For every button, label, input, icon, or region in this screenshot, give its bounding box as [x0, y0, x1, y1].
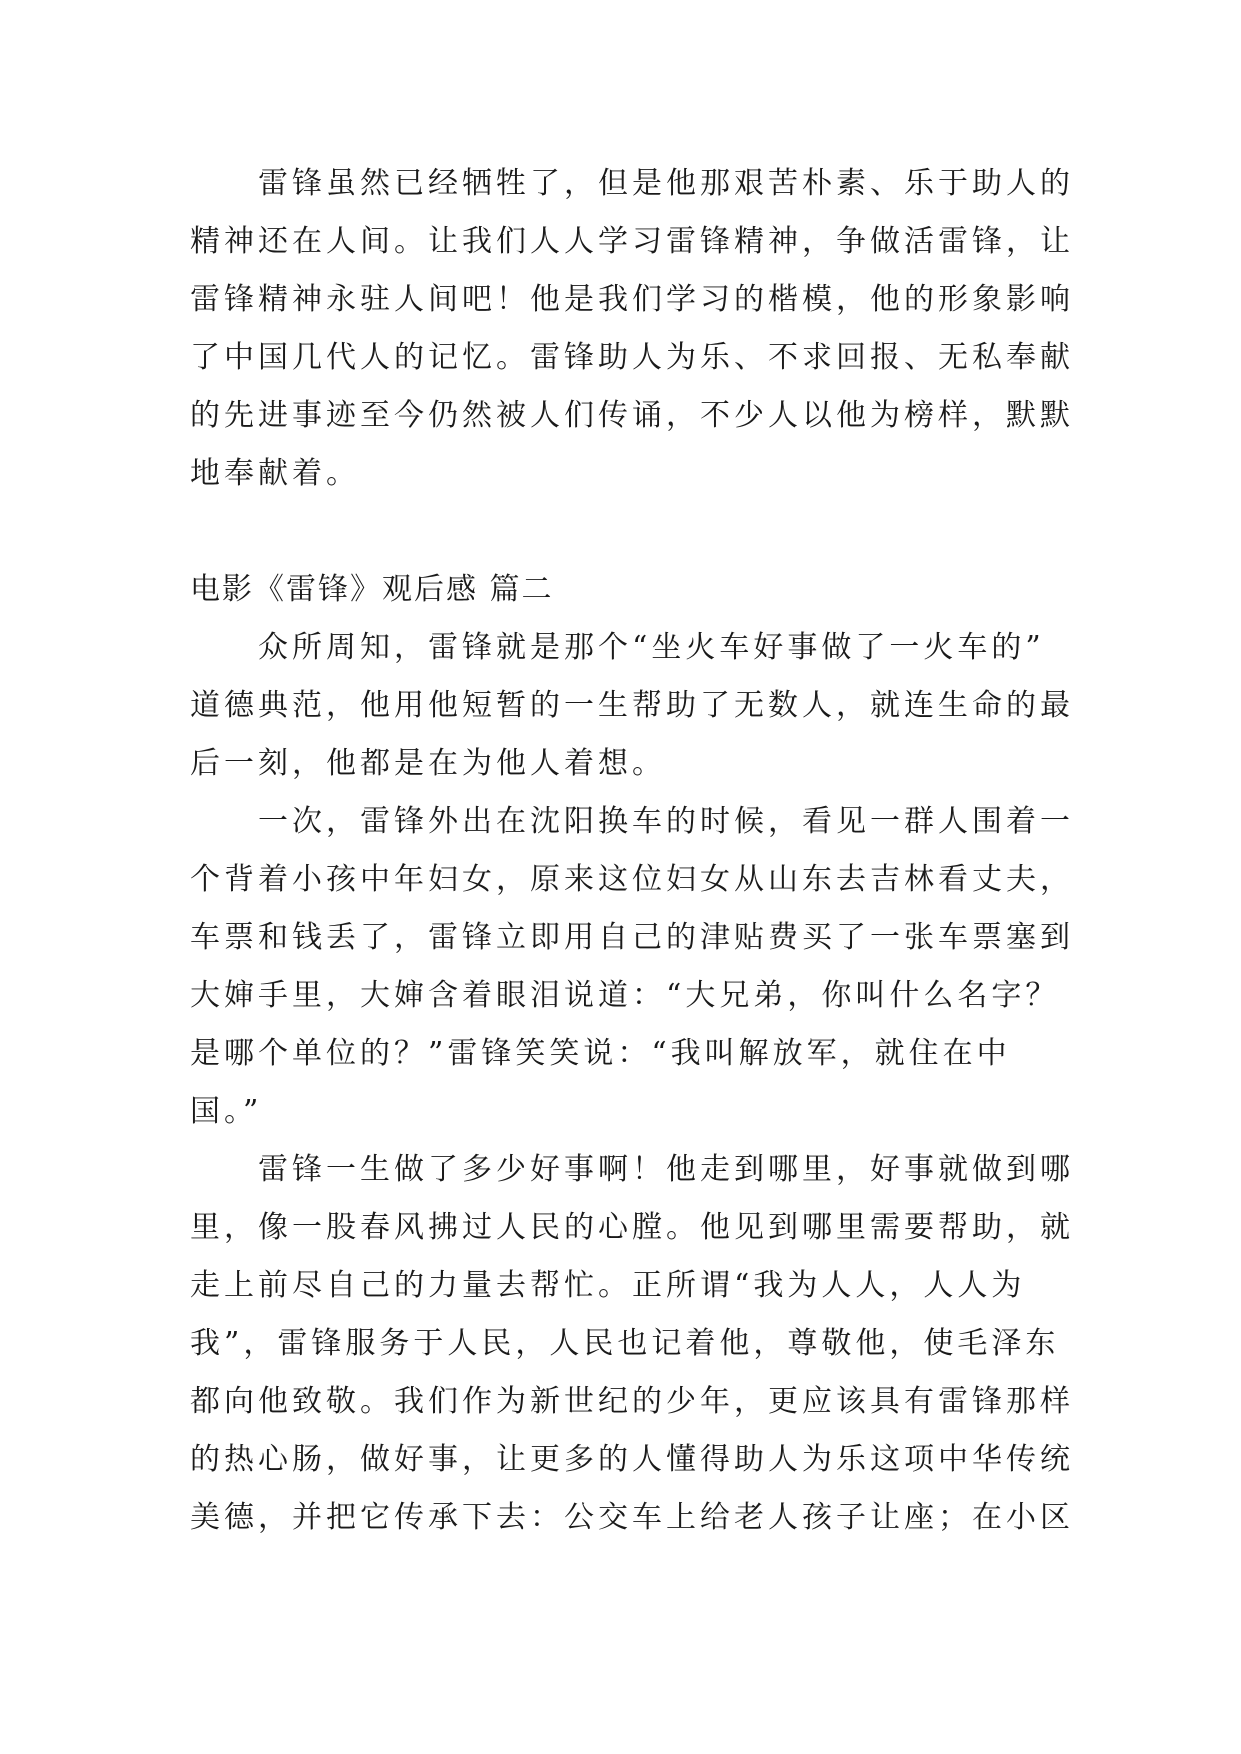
document-body — [190, 155, 1074, 1547]
paragraph-line: 雷锋一生做了多少好事啊！他走到哪里，好事就做到哪 — [258, 1152, 1074, 1187]
paragraph-line: 雷锋精神永驻人间吧！他是我们学习的楷模，他的形象影响 — [190, 282, 1074, 317]
paragraph-line: 走上前尽自己的力量去帮忙。正所谓“我为人人，人人为 — [190, 1268, 1026, 1303]
paragraph-line: 国。” — [190, 1094, 263, 1129]
paragraph-line: 的热心肠，做好事，让更多的人懂得助人为乐这项中华传统 — [190, 1442, 1074, 1477]
paragraph-line: 美德，并把它传承下去：公交车上给老人孩子让座；在小区 — [190, 1500, 1074, 1535]
paragraph-line: 地奉献着。 — [190, 456, 360, 491]
section-heading: 电影《雷锋》观后感 篇二 — [190, 572, 554, 607]
paragraph-line: 我”，雷锋服务于人民，人民也记着他，尊敬他，使毛泽东 — [190, 1326, 1060, 1361]
paragraph-line: 精神还在人间。让我们人人学习雷锋精神，争做活雷锋，让 — [190, 224, 1074, 259]
paragraph-line: 一次，雷锋外出在沈阳换车的时候，看见一群人围着一 — [258, 804, 1074, 839]
paragraph-line: 都向他致敬。我们作为新世纪的少年，更应该具有雷锋那样 — [190, 1384, 1074, 1419]
paragraph-line: 车票和钱丢了，雷锋立即用自己的津贴费买了一张车票塞到 — [190, 920, 1074, 955]
paragraph-line: 了中国几代人的记忆。雷锋助人为乐、不求回报、无私奉献 — [190, 340, 1074, 375]
paragraph-line: 雷锋虽然已经牺牲了，但是他那艰苦朴素、乐于助人的 — [258, 166, 1074, 201]
paragraph-line: 是哪个单位的？”雷锋笑笑说：“我叫解放军，就住在中 — [190, 1036, 1011, 1071]
paragraph-line: 的先进事迹至今仍然被人们传诵，不少人以他为榜样，默默 — [190, 398, 1074, 433]
paragraph-line: 后一刻，他都是在为他人着想。 — [190, 746, 666, 781]
paragraph-line: 大婶手里，大婶含着眼泪说道：“大兄弟，你叫什么名字？ — [190, 978, 1060, 1013]
paragraph-line: 里，像一股春风拂过人民的心膛。他见到哪里需要帮助，就 — [190, 1210, 1074, 1245]
paragraph-line: 个背着小孩中年妇女，原来这位妇女从山东去吉林看丈夫， — [190, 862, 1074, 897]
paragraph-gap — [190, 503, 1050, 561]
paragraph-line: 道德典范，他用他短暂的一生帮助了无数人，就连生命的最 — [190, 688, 1074, 723]
paragraph-line: 众所周知，雷锋就是那个“坐火车好事做了一火车的” — [258, 630, 1045, 665]
